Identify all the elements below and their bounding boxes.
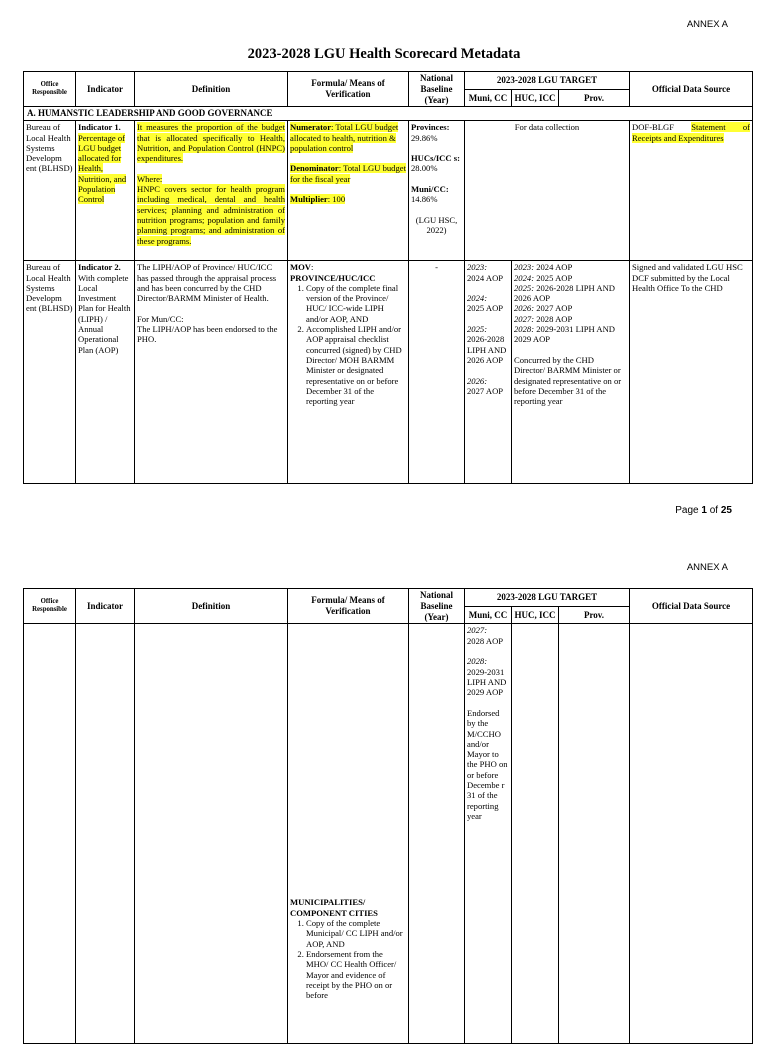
col-header-definition: Definition bbox=[135, 589, 288, 624]
target-text: 2024 AOP bbox=[467, 272, 504, 283]
col-header-huc: HUC, ICC bbox=[512, 606, 559, 624]
col-header-target: 2023-2028 LGU TARGET bbox=[465, 72, 630, 90]
header-row bbox=[24, 589, 753, 607]
multiplier-label: Multiplier bbox=[290, 194, 328, 205]
mov-label: MOV bbox=[290, 262, 312, 273]
source-cell bbox=[630, 121, 753, 261]
target-cell: For data collection bbox=[465, 121, 630, 261]
col-header-source: Official Data Source bbox=[630, 72, 753, 107]
target-year: 2026: bbox=[514, 303, 535, 314]
list-item: 1. Copy of the complete Municipal/ CC LIPH and/or AOP, AND bbox=[306, 918, 406, 949]
source-highlight: Statement of Receipts and Expenditures bbox=[632, 122, 750, 143]
col-header-indicator: Indicator bbox=[76, 589, 135, 624]
target-text: 2027 AOP bbox=[467, 385, 504, 396]
col-header-office: Office Responsible bbox=[24, 589, 76, 624]
formula-cell bbox=[288, 624, 409, 1044]
col-header-huc: HUC, ICC bbox=[512, 89, 559, 107]
target-year: 2024: bbox=[514, 272, 535, 283]
numerator-label: Numerator bbox=[290, 122, 332, 133]
page-title: 2023-2028 LGU Health Scorecard Metadata bbox=[247, 46, 521, 62]
definition-text: It measures the proportion of the budget that is allocated specifically to Health, Nutrition, and Population Control (HNPC) expenditures. bbox=[137, 122, 285, 164]
target-text: 2026-2028 LIPH AND 2026 AOP bbox=[514, 282, 615, 304]
baseline-value: 29.86% bbox=[411, 132, 438, 143]
huc-target-cell bbox=[512, 624, 559, 1044]
target-text: 2024 AOP bbox=[534, 262, 573, 273]
target-year: 2026: bbox=[467, 375, 488, 386]
list-item: 2. Accomplished LIPH and/or AOP appraisal checklist concurred (signed) by CHD Director/ MOH BARMM Minister or designated representative on or before December 31 of the reporting year bbox=[306, 324, 406, 407]
target-note: Concurred by the CHD Director/ BARMM Minister or designated representative on or before December 31 of the reporting year bbox=[514, 355, 622, 407]
page-number bbox=[675, 505, 732, 517]
page-total: 25 bbox=[720, 505, 732, 516]
col-header-muni: Muni, CC bbox=[465, 89, 512, 107]
office-cell: Bureau of Local Health Systems Developm ent (BLHSD) bbox=[24, 261, 76, 484]
col-header-source: Official Data Source bbox=[630, 589, 753, 624]
definition-text: The LIPH/AOP has been endorsed to the PHO. bbox=[137, 324, 278, 345]
annex-label: ANNEX A bbox=[686, 562, 728, 573]
source-text: DOF-BLGF bbox=[632, 122, 692, 133]
target-year: 2028: bbox=[467, 656, 488, 667]
indicator-label: Indicator 1. bbox=[78, 122, 121, 133]
multiplier-text: : 100 bbox=[327, 194, 346, 205]
section-row bbox=[24, 107, 753, 121]
baseline-cell: - bbox=[409, 261, 465, 484]
baseline-label: Muni/CC: bbox=[411, 184, 449, 195]
col-header-definition: Definition bbox=[135, 72, 288, 107]
indicator-cell bbox=[76, 121, 135, 261]
target-text: 2029-2031 LIPH AND 2029 AOP bbox=[467, 666, 507, 698]
list-item: 1. Copy of the complete final version of the Province/ HUC/ ICC-wide LIPH and/or AOP, AND bbox=[306, 283, 406, 324]
target-year: 2027: bbox=[467, 625, 488, 636]
mov-list bbox=[290, 283, 406, 407]
col-header-formula: Formula/ Means of Verification bbox=[288, 72, 409, 107]
mov-heading: MUNICIPALITIES/ COMPONENT CITIES bbox=[290, 897, 378, 918]
definition-text: For Mun/CC: bbox=[137, 313, 184, 324]
target-text: 2025 AOP bbox=[467, 303, 504, 314]
prov-target-cell bbox=[559, 624, 630, 1044]
target-year: 2024: bbox=[467, 293, 488, 304]
target-text: 2028 AOP bbox=[534, 313, 573, 324]
page-sep: of bbox=[706, 505, 721, 516]
formula-cell bbox=[288, 121, 409, 261]
baseline-value: 14.86% bbox=[411, 194, 438, 205]
col-header-baseline: National Baseline (Year) bbox=[409, 72, 465, 107]
baseline-cell bbox=[409, 121, 465, 261]
huc-prov-target-cell bbox=[512, 261, 630, 484]
definition-cell bbox=[135, 121, 288, 261]
indicator-text: With complete Local Investment Plan for Health (LIPH) / Annual Operational Plan (AOP) bbox=[78, 272, 131, 355]
indicator-text: Percentage of LGU budget allocated for Health, Nutrition, and Population Control bbox=[78, 132, 127, 205]
office-cell bbox=[24, 624, 76, 1044]
baseline-cell bbox=[409, 624, 465, 1044]
baseline-label: HUCs/ICC s: bbox=[411, 153, 460, 164]
indicator-cell bbox=[76, 624, 135, 1044]
target-year: 2025: bbox=[514, 282, 535, 293]
numerator-text: : Total LGU budget allocated to health, nutrition & population control bbox=[290, 122, 399, 153]
col-header-prov: Prov. bbox=[559, 606, 630, 624]
header-row bbox=[24, 72, 753, 90]
metadata-table-page-2 bbox=[23, 588, 753, 1044]
annex-label: ANNEX A bbox=[686, 19, 728, 30]
target-note: Endorsed by the M/CCHO and/or Mayor to the PHO on or before Decembe r 31 of the reporting year bbox=[467, 707, 508, 822]
definition-text: HNPC covers sector for health program including medical, dental and health services; planning and administration of nutrition programs; population and family planning programs; and administration of these programs. bbox=[137, 184, 285, 246]
indicator-cell bbox=[76, 261, 135, 484]
table-row bbox=[24, 624, 753, 1044]
definition-cell bbox=[135, 624, 288, 1044]
col-header-indicator: Indicator bbox=[76, 72, 135, 107]
source-cell bbox=[630, 624, 753, 1044]
col-header-prov: Prov. bbox=[559, 89, 630, 107]
formula-cell bbox=[288, 261, 409, 484]
muni-target-cell bbox=[465, 624, 512, 1044]
definition-where: Where: bbox=[137, 173, 163, 184]
target-year: 2028: bbox=[514, 324, 535, 335]
denominator-text: : Total LGU budget for the fiscal year bbox=[290, 163, 406, 184]
col-header-baseline: National Baseline (Year) bbox=[409, 589, 465, 624]
mov-list bbox=[290, 918, 406, 1001]
col-header-muni: Muni, CC bbox=[465, 606, 512, 624]
definition-text: The LIPH/AOP of Province/ HUC/ICC has passed through the appraisal process and has been concurred by the CHD Director/BARMM Minister of Health. bbox=[137, 262, 277, 304]
target-year: 2023: bbox=[514, 262, 535, 273]
page-current: 1 bbox=[701, 505, 707, 516]
baseline-source: (LGU HSC, 2022) bbox=[415, 215, 458, 236]
denominator-label: Denominator bbox=[290, 163, 339, 174]
mov-heading: PROVINCE/HUC/ICC bbox=[290, 272, 376, 283]
table-row bbox=[24, 121, 753, 261]
indicator-label: Indicator 2. bbox=[78, 262, 121, 273]
baseline-label: Provinces: bbox=[411, 122, 450, 133]
definition-cell bbox=[135, 261, 288, 484]
target-text: 2029-2031 LIPH AND 2029 AOP bbox=[514, 324, 615, 345]
source-cell: Signed and validated LGU HSC DCF submitted by the Local Health Office To the CHD bbox=[630, 261, 753, 484]
metadata-table-page-1 bbox=[23, 71, 753, 484]
target-year: 2027: bbox=[514, 313, 535, 324]
target-text: 2025 AOP bbox=[534, 272, 573, 283]
col-header-office: Office Responsible bbox=[24, 72, 76, 107]
col-header-formula: Formula/ Means of Verification bbox=[288, 589, 409, 624]
target-year: 2025: bbox=[467, 324, 488, 335]
target-text: 2027 AOP bbox=[534, 303, 573, 314]
page-prefix: Page bbox=[675, 505, 702, 516]
target-text: 2028 AOP bbox=[467, 635, 504, 646]
section-title: A. HUMANSTIC LEADERSHIP AND GOOD GOVERNANCE bbox=[24, 107, 753, 121]
table-row bbox=[24, 261, 753, 484]
baseline-value: 28.00% bbox=[411, 163, 438, 174]
muni-target-cell bbox=[465, 261, 512, 484]
target-year: 2023: bbox=[467, 262, 488, 273]
mov-colon: : bbox=[311, 262, 314, 273]
list-item: 2. Endorsement from the MHO/ CC Health Officer/ Mayor and evidence of receipt by the PHO on or before bbox=[306, 949, 406, 1001]
target-text: 2026-2028 LIPH AND 2026 AOP bbox=[467, 334, 507, 365]
col-header-target: 2023-2028 LGU TARGET bbox=[465, 589, 630, 607]
office-cell: Bureau of Local Health Systems Developm ent (BLHSD) bbox=[24, 121, 76, 261]
